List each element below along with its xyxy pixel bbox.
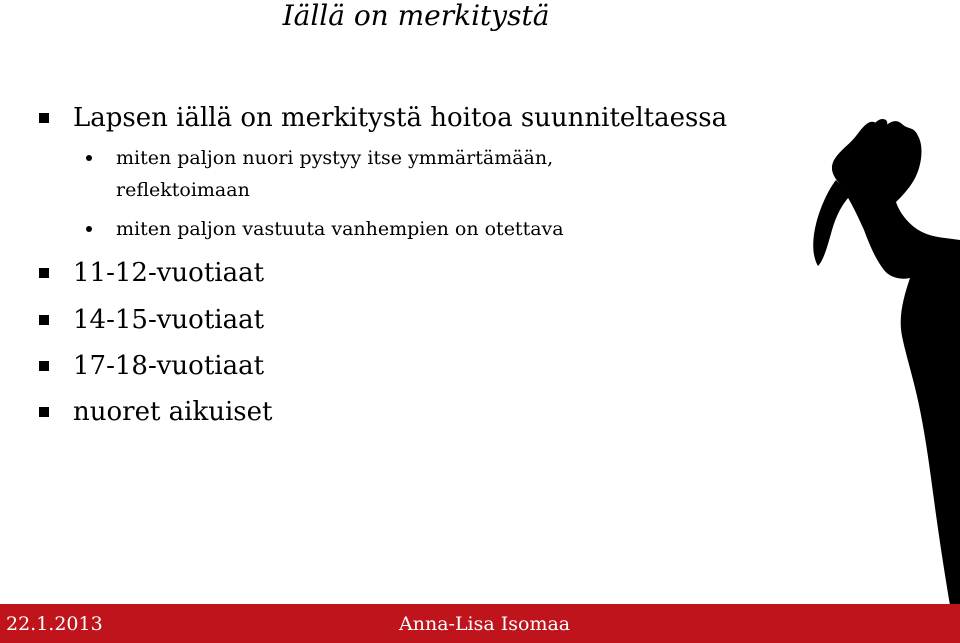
bullet-item: 17-18-vuotiaat	[73, 351, 265, 381]
square-bullet-icon	[39, 113, 49, 123]
bullet-item: 11-12-vuotiaat	[73, 258, 265, 288]
slide-title: Iällä on merkitystä	[282, 0, 550, 32]
bullet-item: 14-15-vuotiaat	[73, 305, 265, 335]
footer-author: Anna-Lisa Isomaa	[399, 613, 571, 635]
square-bullet-icon	[39, 361, 49, 371]
subbullet-item-line: miten paljon nuori pystyy itse ymmärtämään,	[116, 147, 554, 169]
footer-bar	[0, 604, 960, 643]
woman-silhouette	[810, 110, 960, 610]
dot-bullet-icon	[86, 155, 92, 161]
footer-date: 22.1.2013	[6, 613, 103, 635]
square-bullet-icon	[39, 407, 49, 417]
dot-bullet-icon	[86, 226, 92, 232]
bullet-item: nuoret aikuiset	[73, 397, 273, 427]
subbullet-item-line: reflektoimaan	[116, 179, 250, 201]
square-bullet-icon	[39, 268, 49, 278]
subbullet-item: miten paljon vastuuta vanhempien on otettava	[116, 218, 564, 240]
square-bullet-icon	[39, 315, 49, 325]
bullet-item: Lapsen iällä on merkitystä hoitoa suunniteltaessa	[73, 103, 728, 133]
